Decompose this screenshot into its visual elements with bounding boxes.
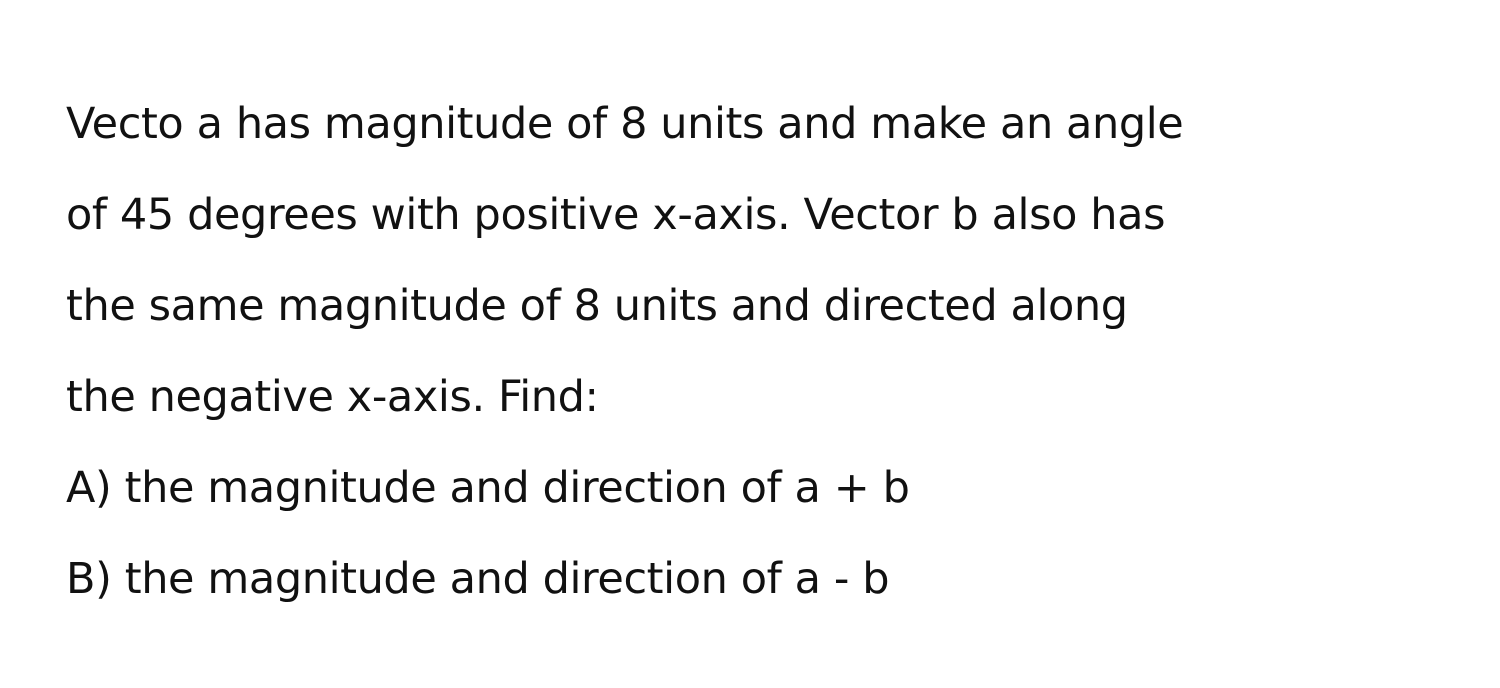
problem-line-3: the same magnitude of 8 units and directed along: [66, 281, 1128, 331]
problem-line-2: of 45 degrees with positive x-axis. Vector b also has: [66, 190, 1166, 240]
problem-line-1: Vecto a has magnitude of 8 units and make an angle: [66, 99, 1184, 149]
question-a: A) the magnitude and direction of a + b: [66, 463, 910, 513]
problem-line-4: the negative x-axis. Find:: [66, 372, 599, 422]
question-b: B) the magnitude and direction of a - b: [66, 554, 890, 604]
problem-text: [66, 86, 1466, 632]
